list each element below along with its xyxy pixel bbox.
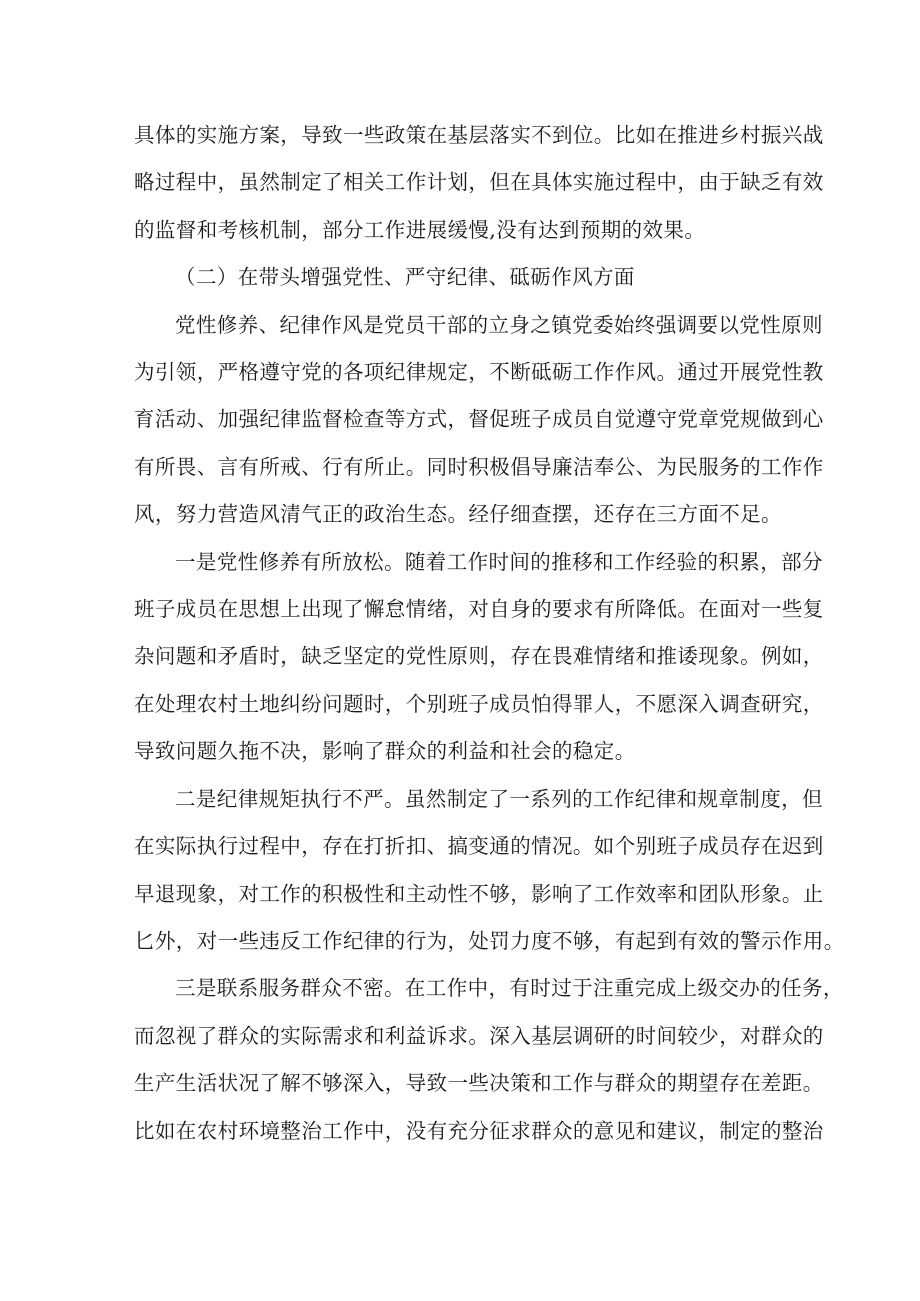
text-line: 党性修养、纪律作风是党员干部的立身之镇党委始终强调要以党性原则 xyxy=(175,312,823,337)
text-line: 而忽视了群众的实际需求和利益诉求。深入基层调研的时间较少，对群众的 xyxy=(134,1023,824,1048)
text-line: 生产生活状况了解不够深入，导致一些决策和工作与群众的期望存在差距。 xyxy=(134,1071,824,1096)
text-line: 为引领，严格遵守党的各项纪律规定，不断砥砺工作作风。通过开展党性教 xyxy=(134,360,824,385)
paragraph xyxy=(134,302,824,539)
text-line: 具体的实施方案，导致一些政策在基层落实不到位。比如在推进乡村振兴战 xyxy=(134,123,824,147)
text-line: 育活动、加强纪律监督检查等方式，督促班子成员自觉遵守党章党规做到心 xyxy=(134,407,824,432)
text-line: 略过程中，虽然制定了相关工作计划，但在具体实施过程中，由于缺乏有效 xyxy=(134,170,824,195)
paragraph xyxy=(134,539,824,776)
text-line: 比如在农村环境整治工作中，没有充分征求群众的意见和建议，制定的整治 xyxy=(134,1118,824,1143)
text-line: 一是党性修养有所放松。随着工作时间的推移和工作经验的积累，部分 xyxy=(175,549,823,574)
text-line: 班子成员在思想上出现了懈怠情绪，对自身的要求有所降低。在面对一些复 xyxy=(134,597,824,622)
document-body xyxy=(134,112,845,1155)
text-line: 的监督和考核机制，部分工作进展缓慢,没有达到预期的效果。 xyxy=(134,217,706,242)
text-line: 在处理农村土地纠纷问题时，个别班子成员怕得罪人，不愿深入调查研究， xyxy=(134,691,824,716)
paragraph xyxy=(134,112,824,254)
text-line: 杂问题和矛盾时，缺乏坚定的党性原则，存在畏难情绪和推诿现象。例如， xyxy=(134,644,824,669)
paragraph xyxy=(134,965,844,1155)
text-line: 导致问题久拖不决，影响了群众的利益和社会的稳定。 xyxy=(134,739,636,764)
text-line: 早退现象，对工作的积极性和主动性不够，影响了工作效率和团队形象。止 xyxy=(134,881,824,906)
paragraph xyxy=(134,254,796,301)
text-line: 风，努力营造风清气正的政治生态。经仔细查摆，还存在三方面不足。 xyxy=(134,502,782,527)
text-line: 二是纪律规矩执行不严。虽然制定了一系列的工作纪律和规章制度，但 xyxy=(175,786,823,811)
text-line: 三是联系服务群众不密。在工作中，有时过于注重完成上级交办的任务， xyxy=(175,976,844,1001)
paragraph xyxy=(134,776,845,966)
text-line: 匕外，对一些违反工作纪律的行为，处罚力度不够，有起到有效的警示作用。 xyxy=(134,928,845,953)
text-line: 在实际执行过程中，存在打折扣、搞变通的情况。如个别班子成员存在迟到 xyxy=(134,834,824,859)
text-line: （二）在带头增强党性、严守纪律、砥砺作风方面 xyxy=(175,265,635,290)
text-line: 有所畏、言有所戒、行有所止。同时积极倡导廉洁奉公、为民服务的工作作 xyxy=(134,454,824,479)
